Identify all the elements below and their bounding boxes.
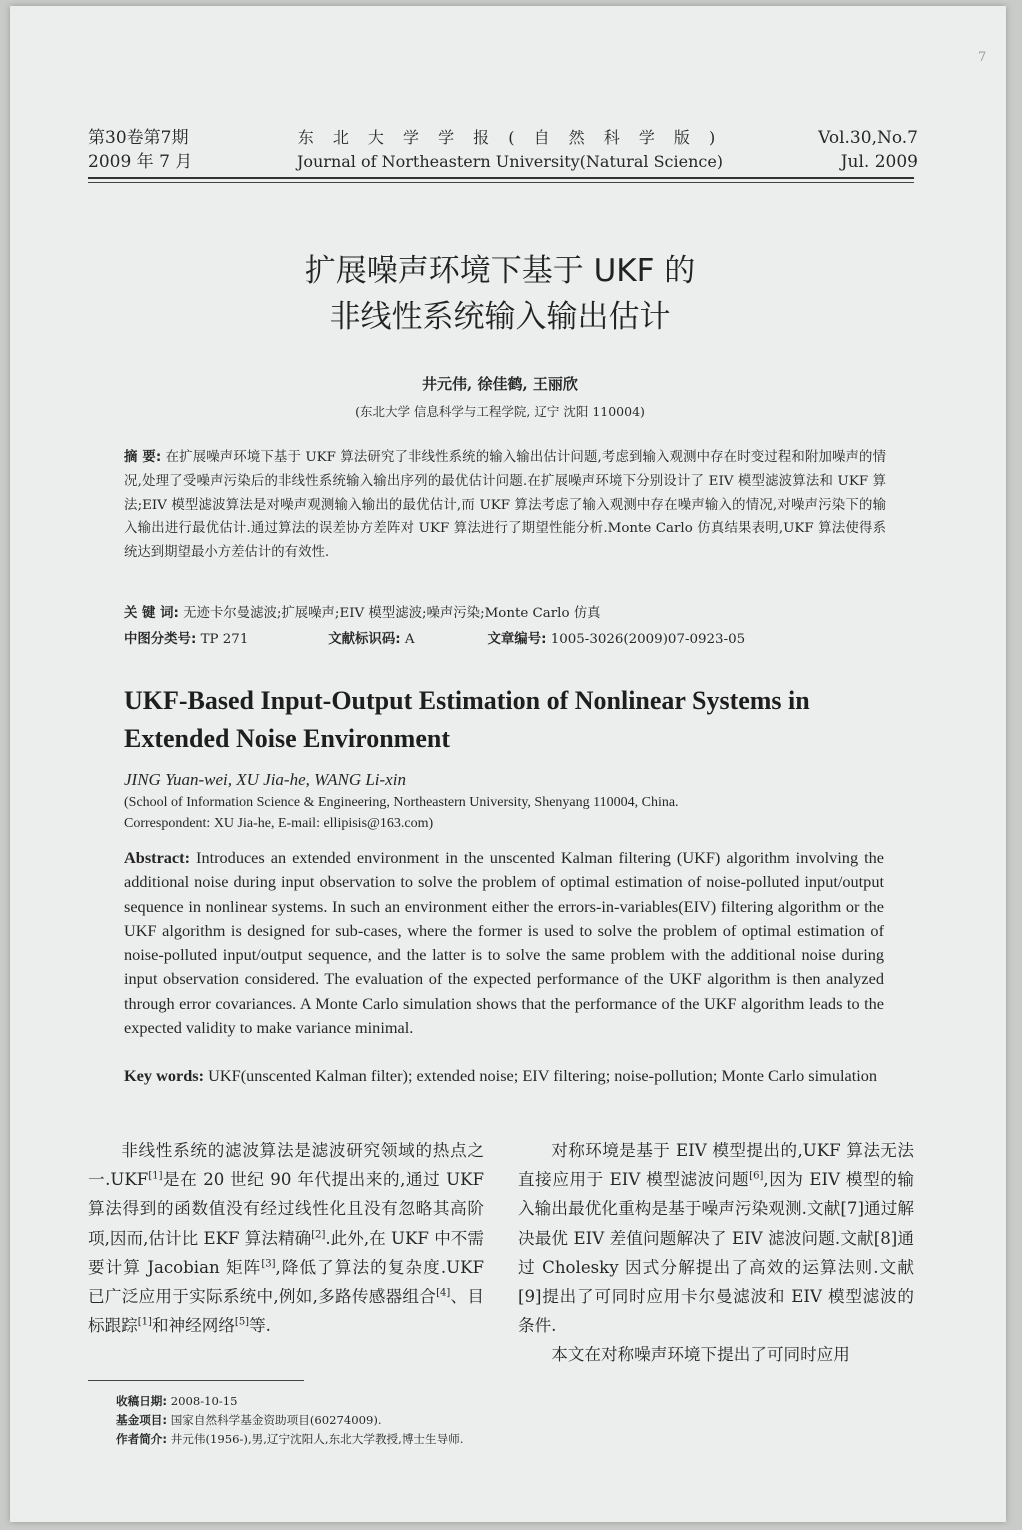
clc-label: 中图分类号: xyxy=(124,632,197,647)
affiliation-en xyxy=(124,792,894,834)
body-text: ,因为 EIV 模型的输入输出最优化重构是基于噪声污染观测.文献[7]通过解决最优 EIV 差值问题解决了 EIV 滤波问题.文献[8]通过 Cholesky 因式分解提出了高效的运算法则.文献[9]提出了可同时应用卡尔曼滤波和 EIV 模型滤波的条件. xyxy=(518,1170,915,1336)
abstract-cn xyxy=(124,446,886,565)
title-en-line1: UKF-Based Input-Output Estimation of Nonlinear Systems in xyxy=(124,686,810,715)
citation: [6] xyxy=(749,1170,764,1182)
authors-cn: 井元伟, 徐佳鹤, 王丽欣 xyxy=(422,375,578,393)
received-value: 2008-10-15 xyxy=(170,1394,238,1408)
body-text: ,降低了算法的复杂度.UKF 已广泛应用于实际系统中,例如,多路传感器组合 xyxy=(88,1257,484,1307)
paper-title-en xyxy=(124,682,894,758)
title-cn-line2: 非线性系统输入输出估计 xyxy=(329,299,671,335)
keywords-cn-text: 无迹卡尔曼滤波;扩展噪声;EIV 模型滤波;噪声污染;Monte Carlo 仿真 xyxy=(183,606,601,621)
footnote-rule xyxy=(88,1380,304,1381)
doc-code-value: A xyxy=(404,632,415,647)
title-cn-line1: 扩展噪声环境下基于 UKF 的 xyxy=(304,253,696,289)
header-center xyxy=(280,126,740,174)
body-text: 和神经网络 xyxy=(151,1316,235,1336)
article-no-value: 1005-3026(2009)07-0923-05 xyxy=(550,632,746,647)
body-text: 等. xyxy=(249,1316,271,1336)
abstract-en xyxy=(124,846,884,1040)
body-column-left xyxy=(88,1136,484,1340)
citation: [5] xyxy=(234,1316,250,1328)
authors-en: JING Yuan-wei, XU Jia-he, WANG Li-xin xyxy=(124,770,406,789)
abstract-en-text: Introduces an extended environment in the unscented Kalman filtering (UKF) algorithm involving the additional noise during input observation to solve the problem of optimal estimation of noise-polluted input/output sequence in nonlinear systems. In such an environment either the errors-in-variables(EIV) filtering algorithm or the UKF algorithm is designed for sub-cases, where the former is used to solve the problem of optimal estimation of noise-polluted input/output sequence, and the latter is to solve the same problem with the additional noise during input observation considered. The evaluation of the expected performance of the UKF algorithm is then analyzed through error covariances. A Monte Carlo simulation shows that the performance of the UKF algorithm leads to the expected validity to make variance minimal. xyxy=(124,848,884,1038)
body-text: 是在 20 世纪 90 年代提出来的,通过 UKF 算法得到的函数值没有经过线性化且没有忽略其高阶项,因而,估计比 EKF 算法精确 xyxy=(88,1170,484,1248)
journal-title-cn: 东 北 大 学 学 报 ( 自 然 科 学 版 ) xyxy=(297,128,723,147)
citation: [3] xyxy=(261,1258,276,1270)
affiliation-cn: (东北大学 信息科学与工程学院, 辽宁 沈阳 110004) xyxy=(355,404,645,419)
clc-value: TP 271 xyxy=(200,632,249,647)
body-paragraph: 本文在对称噪声环境下提出了可同时应用 xyxy=(551,1345,850,1365)
paper-page xyxy=(10,6,1006,1522)
citation: [1] xyxy=(148,1170,163,1182)
body-column-right xyxy=(518,1136,914,1370)
citation: [2] xyxy=(311,1229,326,1241)
title-en-line2: Extended Noise Environment xyxy=(124,724,450,753)
article-no-label: 文章编号: xyxy=(487,632,547,647)
page-number: 7 xyxy=(978,50,987,65)
keywords-en-text: UKF(unscented Kalman filter); extended noise; EIV filtering; noise-pollution; Monte Carlo simulation xyxy=(208,1066,878,1085)
volume-cn: 第30卷第7期 xyxy=(88,128,189,148)
keywords-cn xyxy=(124,602,886,621)
footnotes xyxy=(116,1392,463,1449)
date-en: Jul. 2009 xyxy=(840,152,918,172)
doc-code-label: 文献标识码: xyxy=(328,632,401,647)
journal-title-en: Journal of Northeastern University(Natural Science) xyxy=(296,152,724,171)
citation: [1] xyxy=(137,1316,152,1328)
abstract-cn-text: 在扩展噪声环境下基于 UKF 算法研究了非线性系统的输入输出估计问题,考虑到输入观测中存在时变过程和附加噪声的情况,处理了受噪声污染后的非线性系统输入输出序列的最优估计问题.在扩展噪声环境下分别设计了 EIV 模型滤波算法和 UKF 算法;EIV 模型滤波算法是对噪声观测输入输出的最优估计,而 UKF 算法考虑了输入观测中存在噪声输入的情况,对噪声污染下的输入输出进行最优估计.通过算法的误差协方差阵对 UKF 算法进行了期望性能分析.Monte Carlo 仿真结果表明,UKF 算法使得系统达到期望最小方差估计的有效性. xyxy=(124,450,886,561)
abstract-cn-label: 摘 要: xyxy=(124,450,162,465)
body-text: .此外,在 UKF 中不需要计算 Jacobian 矩阵 xyxy=(88,1228,484,1277)
citation: [4] xyxy=(436,1287,451,1299)
header-rule-thin xyxy=(88,182,914,183)
body-paragraph xyxy=(518,1136,914,1340)
body-text: 对称环境是基于 EIV 模型提出的,UKF 算法无法直接应用于 EIV 模型滤波问题 xyxy=(518,1141,914,1190)
header-left xyxy=(88,126,192,174)
classification-line xyxy=(124,628,886,647)
paper-title-cn xyxy=(110,248,890,340)
affiliation-en-line1: (School of Information Science & Engineering, Northeastern University, Shenyang 110004, China. xyxy=(124,795,679,810)
affiliation-en-line2: Correspondent: XU Jia-he, E-mail: ellipisis@163.com) xyxy=(124,816,434,831)
body-paragraph xyxy=(88,1136,484,1340)
abstract-en-label: Abstract: xyxy=(124,848,191,867)
header-right xyxy=(818,126,918,174)
volume-en: Vol.30,No.7 xyxy=(818,128,918,148)
author-bio-value: 井元伟(1956-),男,辽宁沈阳人,东北大学教授,博士生导师. xyxy=(170,1432,464,1446)
body-text: 非线性系统的滤波算法是滤波研究领域的热点之一.UKF xyxy=(88,1141,484,1190)
author-bio-label: 作者简介: xyxy=(116,1432,168,1446)
fund-value: 国家自然科学基金资助项目(60274009). xyxy=(170,1413,382,1427)
body-text: 、目标跟踪 xyxy=(88,1287,484,1336)
keywords-en xyxy=(124,1064,884,1088)
keywords-cn-label: 关 键 词: xyxy=(124,606,179,621)
fund-label: 基金项目: xyxy=(116,1413,168,1427)
keywords-en-label: Key words: xyxy=(124,1066,205,1085)
date-cn: 2009 年 7 月 xyxy=(88,152,193,172)
received-label: 收稿日期: xyxy=(116,1394,168,1408)
header-rule xyxy=(88,177,914,179)
